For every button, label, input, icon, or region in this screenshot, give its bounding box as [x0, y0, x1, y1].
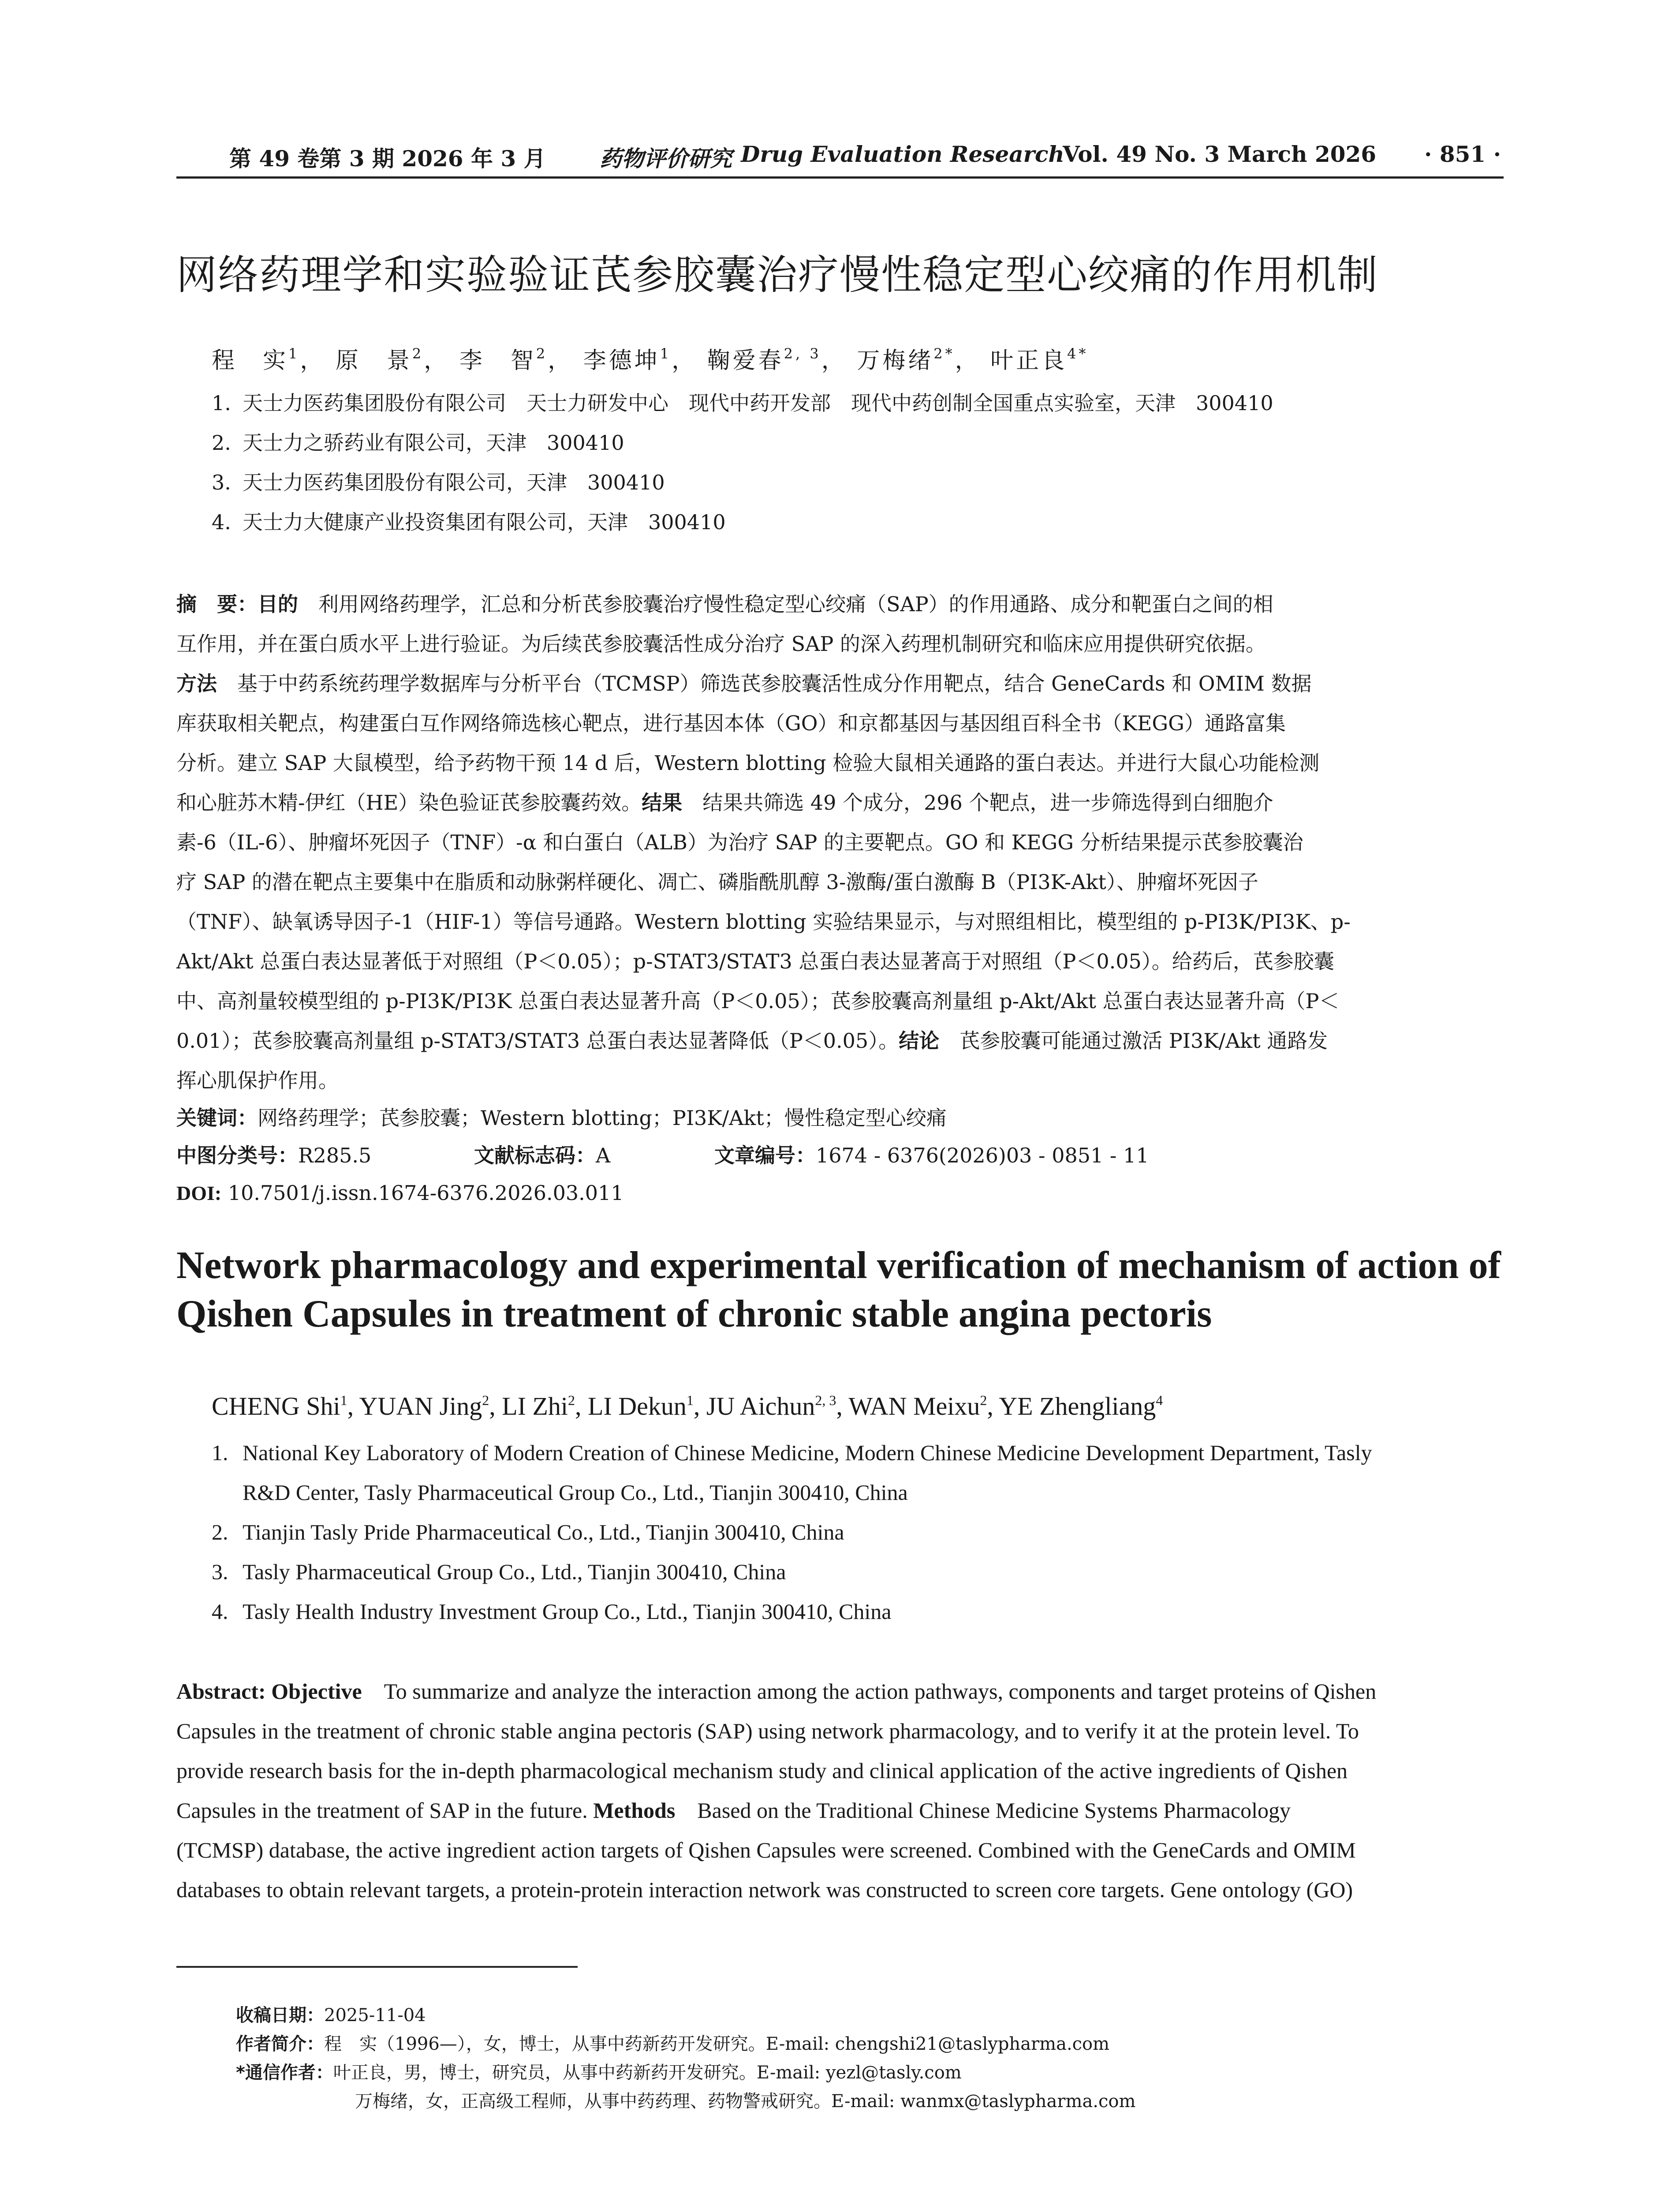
affiliation-en: 4. Tasly Health Industry Investment Group Co., Ltd., Tianjin 300410, China — [212, 1599, 892, 1624]
footnote-bio: 作者简介：程 实（1996—），女，博士，从事中药新药开发研究。E-mail: chengshi21@taslypharma.com — [236, 2034, 1110, 2054]
abstract-en-line: databases to obtain relevant targets, a protein-protein interaction network was constructed to screen core targets. Gene ontology (GO) — [176, 1877, 1353, 1902]
author-sup: 2, 3 — [784, 345, 821, 362]
document-code: 文献标志码：A — [474, 1144, 611, 1167]
abstract-cn-line: 中、高剂量较模型组的 p-PI3K/PI3K 总蛋白表达显著升高（P＜0.05）；芪参胶囊高剂量组 p-Akt/Akt 总蛋白表达显著升高（P＜ — [176, 989, 1340, 1013]
author-sup: 1 — [288, 345, 300, 362]
abstract-cn-line: （TNF）、缺氧诱导因子-1（HIF-1）等信号通路。Western blotting 实验结果显示，与对照组相比，模型组的 p-PI3K/PI3K、p- — [176, 910, 1351, 934]
abstract-cn-line: 互作用，并在蛋白质水平上进行验证。为后续芪参胶囊活性成分治疗 SAP 的深入药理机制研究和临床应用提供研究依据。 — [176, 632, 1266, 656]
affiliation-cn: 4. 天士力大健康产业投资集团有限公司，天津 300410 — [212, 510, 726, 534]
author-sup: 1 — [660, 345, 672, 362]
abstract-cn-line: 方法 基于中药系统药理学数据库与分析平台（TCMSP）筛选芪参胶囊活性成分作用靶点，结合 GeneCards 和 OMIM 数据 — [176, 672, 1312, 695]
classification-line: 中图分类号：R285.5 — [176, 1144, 372, 1167]
affiliation-cn: 1. 天士力医药集团股份有限公司 天士力研发中心 现代中药开发部 现代中药创制全国重点实验室，天津 300410 — [212, 391, 1273, 415]
running-header — [176, 132, 1504, 176]
abstract-cn-line: Akt/Akt 总蛋白表达显著低于对照组（P＜0.05）；p-STAT3/STAT3 总蛋白表达显著高于对照组（P＜0.05）。给药后，芪参胶囊 — [176, 949, 1334, 973]
keywords-cn: 关键词：网络药理学；芪参胶囊；Western blotting；PI3K/Akt；慢性稳定型心绞痛 — [176, 1106, 947, 1130]
journal-name-en: Drug Evaluation Research — [741, 141, 1064, 167]
footnote-corresponding-2: 万梅绪，女，正高级工程师，从事中药药理、药物警戒研究。E-mail: wanmx@taslypharma.com — [355, 2091, 1136, 2112]
author-sup: 2 — [412, 345, 424, 362]
doi: DOI: 10.7501/j.issn.1674-6376.2026.03.011 — [176, 1181, 624, 1205]
abstract-cn-line: 分析。建立 SAP 大鼠模型，给予药物干预 14 d 后，Western blotting 检验大鼠相关通路的蛋白表达。并进行大鼠心功能检测 — [176, 751, 1320, 775]
footnote-rule — [176, 1966, 578, 1968]
abstract-en-line: Capsules in the treatment of chronic stable angina pectoris (SAP) using network pharmacology, and to verify it at the protein level. To — [176, 1719, 1359, 1743]
journal-logo: 药物评价研究 — [600, 146, 732, 172]
author-name: 叶正良 — [990, 348, 1068, 374]
title-cn: 网络药理学和实验验证芪参胶囊治疗慢性稳定型心绞痛的作用机制 — [176, 251, 1379, 299]
author-name: 李德坤 — [583, 348, 660, 374]
author-sup: 2* — [933, 345, 955, 362]
abstract-en-line: (TCMSP) database, the active ingredient action targets of Qishen Capsules were screened. Combined with the GeneCards and OMIM — [176, 1838, 1356, 1862]
abstract-cn-line: 和心脏苏木精-伊红（HE）染色验证芪参胶囊药效。结果 结果共筛选 49 个成分，296 个靶点，进一步筛选得到白细胞介 — [176, 791, 1273, 815]
page-number: · 851 · — [1424, 141, 1501, 167]
abstract-cn-line: 0.01）；芪参胶囊高剂量组 p-STAT3/STAT3 总蛋白表达显著降低（P＜0.05）。结论 芪参胶囊可能通过激活 PI3K/Akt 通路发 — [176, 1029, 1328, 1053]
affiliation-en: 3. Tasly Pharmaceutical Group Co., Ltd., Tianjin 300410, China — [212, 1559, 786, 1584]
author-list-en: CHENG Shi$^1$, YUAN Jing$^2$, LI Zhi$^2$, LI Dekun$^1$, JU Aichun$^{2, 3}$, WAN Meixu$^2$, YE Zhengliang$^4$ — [212, 1392, 1163, 1420]
abstract-cn-line: 素-6（IL-6）、肿瘤坏死因子（TNF）-α 和白蛋白（ALB）为治疗 SAP 的主要靶点。GO 和 KEGG 分析结果提示芪参胶囊治 — [176, 830, 1303, 854]
affiliation-cn: 2. 天士力之骄药业有限公司，天津 300410 — [212, 431, 624, 455]
author-name: 鞠爱春 — [707, 348, 784, 374]
affiliation-en: R&D Center, Tasly Pharmaceutical Group Co., Ltd., Tianjin 300410, China — [243, 1480, 908, 1505]
article-number: 文章编号：1674 - 6376(2026)03 - 0851 - 11 — [714, 1144, 1149, 1167]
author-name: 万梅绪 — [857, 348, 934, 374]
author-name: 原 景 — [335, 348, 412, 374]
title-en: Network pharmacology and experimental verification of mechanism of action of Qishen Capsules in treatment of chronic stable angina pectoris — [176, 1244, 1501, 1335]
affiliation-cn: 3. 天士力医药集团股份有限公司，天津 300410 — [212, 471, 665, 494]
author-list-cn: 程 实$^1$， 原 景$^2$， 李 智$^2$， 李德坤$^1$， 鞠爱春$^{2, 3}$， 万梅绪$^{2*}$， 叶正良$^{4*}$ — [212, 345, 1089, 374]
footnote-corresponding: *通信作者：叶正良，男，博士，研究员，从事中药新药开发研究。E-mail: yezl@tasly.com — [236, 2063, 962, 2083]
author-name: 程 实 — [212, 348, 289, 374]
abstract-en-line: provide research basis for the in-depth pharmacological mechanism study and clinical application of the active ingredients of Qishen — [176, 1758, 1348, 1783]
abstract-cn-line: 摘 要：目的 利用网络药理学，汇总和分析芪参胶囊治疗慢性稳定型心绞痛（SAP）的作用通路、成分和靶蛋白之间的相 — [176, 592, 1273, 616]
footnote-received: 收稿日期：2025-11-04 — [236, 2005, 426, 2026]
header-rule — [176, 176, 1504, 179]
abstract-cn-line: 疗 SAP 的潜在靶点主要集中在脂质和动脉粥样硬化、凋亡、磷脂酰肌醇 3-激酶/蛋白激酶 B（PI3K-Akt）、肿瘤坏死因子 — [176, 870, 1258, 894]
abstract-en-line: Capsules in the treatment of SAP in the future. Methods Based on the Traditional Chinese Medicine Systems Pharmacology — [176, 1798, 1291, 1823]
volume-issue-cn: 第 49 卷第 3 期 2026 年 3 月 — [229, 146, 546, 172]
volume-issue-en: Vol. 49 No. 3 March 2026 — [1063, 141, 1376, 167]
abstract-cn-line: 库获取相关靶点，构建蛋白互作网络筛选核心靶点，进行基因本体（GO）和京都基因与基因组百科全书（KEGG）通路富集 — [176, 711, 1286, 735]
affiliation-en: 2. Tianjin Tasly Pride Pharmaceutical Co., Ltd., Tianjin 300410, China — [212, 1520, 844, 1544]
author-name: 李 智 — [459, 348, 536, 374]
author-sup: 4* — [1067, 345, 1089, 362]
author-sup: 2 — [536, 345, 548, 362]
affiliation-en: 1. National Key Laboratory of Modern Creation of Chinese Medicine, Modern Chinese Medicine Development Department, Tasly — [212, 1440, 1372, 1465]
abstract-en-line: Abstract: Objective To summarize and analyze the interaction among the action pathways, components and target proteins of Qishen — [176, 1679, 1377, 1704]
abstract-cn-line: 挥心肌保护作用。 — [176, 1069, 339, 1092]
